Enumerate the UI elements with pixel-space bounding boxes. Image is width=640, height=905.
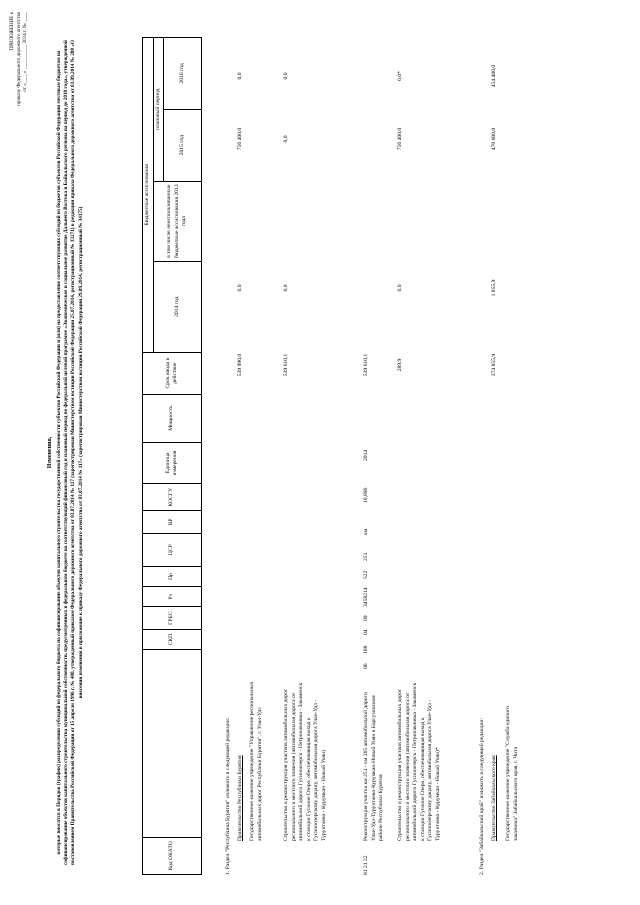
col-code: Код ОКАТО bbox=[143, 837, 202, 874]
col-power: Мощность bbox=[143, 394, 202, 442]
agency-name: Государственное казенное учреждение "Служба единого заказчика" Забайкальского края, г. Чита bbox=[505, 706, 519, 841]
gov-total: 374 855,9 bbox=[491, 353, 497, 377]
construct2-unused: 0,0 bbox=[397, 284, 403, 292]
csr-value: 3458214 bbox=[363, 587, 369, 607]
pr-value: 09 bbox=[363, 615, 369, 621]
document-title: Изменения, bbox=[47, 436, 53, 469]
okato-code: 81 21 22 bbox=[363, 855, 369, 875]
col-vr: ВР bbox=[143, 511, 202, 533]
gov-unused: 1 855,9 bbox=[491, 279, 497, 297]
appendix-block bbox=[10, 12, 30, 192]
col-2014: 2014 год bbox=[153, 261, 202, 352]
col-kosgu: КОСГУ bbox=[143, 484, 202, 511]
col-2015: 2015 год bbox=[164, 109, 202, 181]
grbs-value: 108 bbox=[363, 645, 369, 654]
gov-2016: 454 400,0 bbox=[491, 64, 497, 88]
construct2-2015: 756 400,0 bbox=[397, 127, 403, 151]
appendix-line: от «____» __________ 2014 г. № ____ bbox=[23, 12, 28, 92]
col-csr: ЦСР bbox=[143, 533, 202, 566]
vr-value: 522 bbox=[363, 570, 369, 579]
col-pr: Пр bbox=[143, 566, 202, 586]
agency-name: Государственное казенное учреждение "Управление региональных автомобильных дорог Республики Бурятия", г. Улан-Удэ bbox=[249, 681, 263, 841]
gov-name: Правительство Забайкальского края bbox=[491, 755, 497, 841]
gov-2016: 0,0 bbox=[237, 72, 243, 80]
col-budget: Бюджетные ассигнования bbox=[143, 38, 154, 353]
appendix-line: ПРИЛОЖЕНИЕ к bbox=[10, 12, 15, 51]
header-table bbox=[142, 37, 202, 875]
recon-total: 539 610,1 bbox=[363, 353, 369, 377]
construct-total: 539 610,1 bbox=[283, 353, 289, 377]
document-intro: которые вносятся в Порядок (график) распределения субсидий из федерального бюджета на софинансирование объектов капитального строительства государственной собственности субъектов Российской Федерации и (или) на предоставление соответствующих субсидий из бюджетов субъектов Российской Федерации местным бюджетам на софинансирование объектов капитального строительства муниципальной собственности, предусмотренных в федеральном бюджете на соответствующий финансовый год и плановый период по федеральной целевой программе «Экономическое и социальное развитие Дальнего Востока и Байкальского региона на период до 2018 года», утвержденной постановлением Правительства Российской Федерации от 15 апреля 1996 г. № 480, утвержденный приказом Федерального дорожного агентства от 03.07.2014 № 117 (зарегистрирован Министерством юстиции Российской Федерации 25.07.2014, регистрационный № 33271) в редакции приказа Федерального дорожного агентства от 03.09.2014 № 288 «О внесении изменения в приложение к приказу Федерального дорожного агентства от 03.07.2014 № 117» (зарегистрирован Министерством юстиции Российской Федерации 29.09.2014, регистрационный № 34175) bbox=[56, 40, 84, 865]
gov-total: 539 990,0 bbox=[237, 353, 243, 377]
gov-unused: 0,0 bbox=[237, 284, 243, 292]
construct2-name: Строительство и реконструкция участков автомобильных дорог регионального и местного значения (автомобильная дорога от автомобильной дороги Гусиноозерск - Петропавловка - Закаменск к станции Гусиное Озеро, обеспечивающая выход к Гусиноозерскому дацану, автомобильная дорога Улан-Удэ - Турунтаево - Курумкан - Новый Уоян)* bbox=[397, 682, 441, 841]
col-skp: СКП bbox=[143, 629, 202, 649]
section-heading: 2. Раздел "Забайкальский край" изложить в следующей редакции: bbox=[479, 718, 485, 875]
construct-2015: 0,0 bbox=[283, 135, 289, 143]
col-name bbox=[143, 650, 202, 837]
construct-name: Строительство и реконструкция участков автомобильных дорог регионального и местного значения (автомобильная дорога от автомобильной дороги Гусиноозерск - Петропавловка - Закаменск к станции Гусиное Озеро, обеспечивающая выход к Гусиноозерскому дацану, автомобильная дорога Улан-Удэ - Турунтаево - Курумкан - Новый Уоян) bbox=[283, 682, 327, 841]
section-heading: 1. Раздел "Республика Бурятия" изложить в следующей редакции: bbox=[225, 717, 231, 875]
col-planned: плановый период bbox=[153, 38, 164, 182]
term-value: 2014 bbox=[363, 449, 369, 461]
rz-value: 04 bbox=[363, 629, 369, 635]
gov-name: Правительство Республики Бурятия bbox=[237, 755, 243, 841]
construct2-2016: 0,0* bbox=[397, 71, 403, 81]
gov-2015: 756 400,0 bbox=[237, 127, 243, 151]
construct-2016: 0,0 bbox=[283, 72, 289, 80]
power-value: 10,896 bbox=[363, 487, 369, 503]
col-unused: в том числе неиспользованные бюджетные ассигнования 2013 года bbox=[153, 181, 202, 261]
table-body bbox=[225, 37, 625, 875]
col-unit: Единица измерения bbox=[143, 442, 202, 484]
skp-value: 06 bbox=[363, 663, 369, 669]
recon-name: Реконструкция участка км 251 - км 265 автомобильной дороги Улан-Удэ-Турунтаево-Курумкан-Новый Уоян в Баргузинском районе Республики Бурятия bbox=[363, 692, 385, 841]
col-grbs: ГРБС bbox=[143, 607, 202, 629]
unit-value: км bbox=[363, 528, 369, 535]
col-2016: 2016 год bbox=[164, 38, 202, 110]
col-rz: Рз bbox=[143, 587, 202, 607]
appendix-line: приказу Федерального дорожного агентства bbox=[16, 12, 22, 106]
col-term: Срок ввода в действие bbox=[143, 352, 202, 394]
construct-unused: 0,0 bbox=[283, 284, 289, 292]
construct2-total: 289,9 bbox=[397, 358, 403, 372]
kosgu-value: 251 bbox=[363, 552, 369, 561]
gov-2015: 470 000,0 bbox=[491, 127, 497, 151]
